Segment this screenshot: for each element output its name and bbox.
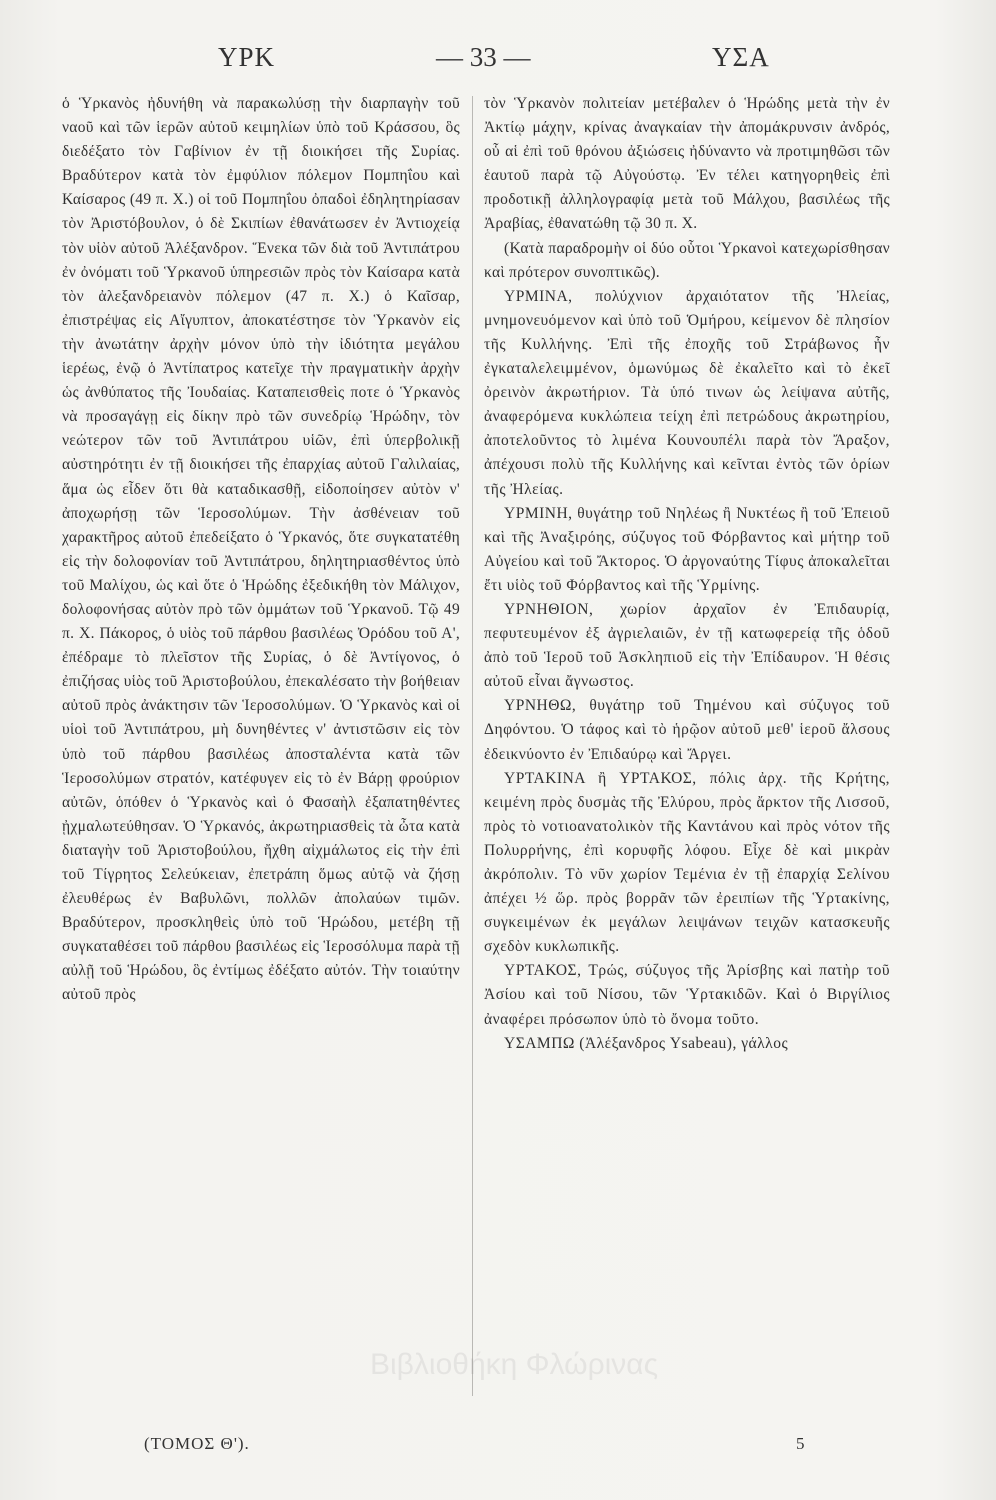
entry-yrnitho: ΥΡΝΗΘΩ, θυγάτηρ τοῦ Τημένου καὶ σύζυγος τοῦ Δηφόντου. Ὁ τάφος καὶ τὸ ἡρῷον αὐτοῦ μεθ' ἱεροῦ ἄλσους ἐδεικνύοντο ἐν Ἐπιδαύρῳ καὶ Ἄργει. <box>484 697 890 763</box>
right-column <box>484 92 890 1056</box>
guide-word-left: ΥΡΚ <box>218 42 276 72</box>
paragraph: ὁ Ὑρκανὸς ἠδυνήθη νὰ παρακωλύσῃ τὴν διαρπαγὴν τοῦ ναοῦ καὶ τῶν ἱερῶν αὐτοῦ κειμηλίων ὑπὸ τοῦ Κράσσου, ὃς διεδέξατο τὸν Γαβίνιον ἐν τῇ διοικήσει τῆς Συρίας. Βραδύτερον κατὰ τὸν ἐμφύλιον πόλεμον Πομπηΐου καὶ Καίσαρος (49 π. Χ.) οἱ τοῦ Πομπηΐου ὀπαδοὶ ἐδηλητηρίασαν τὸν Ἀριστόβουλον, ὁ δὲ Σκιπίων ἐθανάτωσεν ἐν Ἀντιοχείᾳ τὸν υἱὸν αὐτοῦ Ἀλέξανδρον. Ἕνεκα τῶν διὰ τοῦ Ἀντιπάτρου ἐν ὀνόματι τοῦ Ὑρκανοῦ ὑπηρεσιῶν πρὸς τὸν Καίσαρα κατὰ τὸν ἀλεξανδρειανὸν πόλεμον (47 π. Χ.) ὁ Καῖσαρ, ἐπιστρέψας εἰς Αἴγυπτον, ἀποκατέστησε τὸν Ὑρκανὸν εἰς τὴν ἀνωτάτην ἀρχὴν μόνον ὑπὸ τὴν ἰδιότητα μεγάλου ἱερέως, ἐνῷ ὁ Ἀντίπατρος κατεῖχε τὴν πραγματικὴν ἀρχὴν ὡς ἀνθύπατος τῆς Ἰουδαίας. Καταπεισθεὶς ποτε ὁ Ὑρκανὸς νὰ προσαγάγῃ εἰς δίκην πρὸ τῶν συνεδρίῳ Ἡρώδην, τὸν νεώτερον τῶν τοῦ Ἀντιπάτρου υἱῶν, ἐπὶ ὑπερβολικῇ αὐστηρότητι ἐν τῇ διοικήσει τῆς ἐπαρχίας αὐτοῦ Γαλιλαίας, ἅμα ὡς εἶδεν ὅτι θὰ καταδικασθῇ, εἰδοποίησεν αὐτὸν ν' ἀποχωρήσῃ τῶν Ἱεροσολύμων. Τὴν ἀσθένειαν τοῦ χαρακτῆρος αὐτοῦ ἐπεδείξατο ὁ Ὑρκανός, ὅτε συγκατατέθη εἰς τὴν δολοφονίαν τοῦ Ἀντιπάτρου, δηλητηριασθέντος ὑπὸ τοῦ Μαλίχου, ὡς καὶ ὅτε ὁ Ἡρώδης ἐξεδικήθη τὸν Μάλιχον, δολοφονήσας αὐτὸν πρὸ τῶν ὀμμάτων τοῦ Ὑρκανοῦ. Τῷ 49 π. Χ. Πάκορος, ὁ υἱὸς τοῦ πάρθου βασιλέως Ὀρόδου τοῦ Α', ἐπέδραμε τὸ πλεῖστον τῆς Συρίας, ὁ δὲ Ἀντίγονος, ὁ ἐπιζήσας υἱὸς τοῦ Ἀριστοβούλου, ἐπεκαλέσατο τὴν βοήθειαν αὐτοῦ πρὸς ἀνάκτησιν τῶν Ἱεροσολύμων. Ὁ Ὑρκανὸς καὶ οἱ υἱοὶ τοῦ Ἀντιπάτρου, μὴ δυνηθέντες ν' ἀντιστῶσιν εἰς τὸν ὑπὸ τοῦ πάρθου βασιλέως ἀποσταλέντα κατὰ τῶν Ἱεροσολύμων στρατόν, κατέφυγεν εἰς τὸ ἐν Βάρῃ φρούριον αὐτῶν, ὁπόθεν ὁ Ὑρκανὸς καὶ ὁ Φασαὴλ ἐξαπατηθέντες ᾐχμαλωτεύθησαν. Ὁ Ὑρκανός, ἀκρωτηριασθεὶς τὰ ὦτα κατὰ διαταγὴν τοῦ Ἀριστοβούλου, ἤχθη αἰχμάλωτος εἰς τὴν ἐπὶ τοῦ Τίγρητος Σελεύκειαν, ἐπετράπη ὅμως αὐτῷ νὰ ζήσῃ ἐλευθέρως ἐν Βαβυλῶνι, πολλῶν ἀπολαύων τιμῶν. Βραδύτερον, προσκληθεὶς ὑπὸ τοῦ Ἡρώδου, μετέβη τῇ συγκαταθέσει τοῦ πάρθου βασιλέως εἰς Ἱεροσόλυμα παρὰ τῇ αὐλῇ τοῦ Ἡρώδου, ὃς ἐντίμως ἐδέξατο αὐτόν. Τὴν τοιαύτην αὐτοῦ πρὸς <box>62 95 460 1004</box>
volume-label: (ΤΟΜΟΣ Θ'). <box>144 1434 250 1453</box>
paragraph: τὸν Ὑρκανὸν πολιτείαν μετέβαλεν ὁ Ἡρώδης μετὰ τὴν ἐν Ἀκτίῳ μάχην, κρίνας ἀναγκαίαν τὴν ἀπομάκρυνσιν ἀνδρός, οὗ αἱ ἐπὶ τοῦ θρόνου ἀξιώσεις ἠδύναντο νὰ προτιμηθῶσι τῶν ἑαυτοῦ παρὰ τῷ Αὐγούστῳ. Ἐν τέλει κατηγορηθεὶς ἐπὶ προδοτικῇ ἀλληλογραφίᾳ μετὰ τοῦ Μάλχου, βασιλέως τῆς Ἀραβίας, ἐθανατώθη τῷ 30 π. Χ. <box>484 95 890 233</box>
entry-ysampo: ΥΣΑΜΠΩ (Ἀλέξανδρος Ysabeau), γάλλος <box>504 1034 789 1052</box>
page-number: — 33 — <box>436 42 531 72</box>
entry-yrtakos: ΥΡΤΑΚΟΣ, Τρώς, σύζυγος τῆς Ἀρίσβης καὶ πατὴρ τοῦ Ἀσίου καὶ τοῦ Νίσου, τῶν Ὑρτακιδῶν. Καὶ ὁ Βιργίλιος ἀναφέρει πρόσωπον ὑπὸ τὸ ὄνομα τοῦτο. <box>484 962 890 1028</box>
library-watermark: Βιβλιοθήκη Φλώρινας <box>370 1348 659 1381</box>
column-divider <box>472 96 473 1396</box>
left-column <box>62 92 460 1008</box>
paragraph: (Κατὰ παραδρομὴν οἱ δύο οὗτοι Ὑρκανοὶ κατεχωρίσθησαν καὶ πρότερον συνοπτικῶς). <box>484 239 890 281</box>
guide-word-right: ΥΣΑ <box>712 42 770 72</box>
running-head <box>60 42 940 82</box>
entry-yrmina: ΥΡΜΙΝΑ, πολύχνιον ἀρχαιότατον τῆς Ἠλείας, μνημονευόμενον καὶ ὑπὸ τοῦ Ὁμήρου, κείμενον δὲ πλησίον τῆς Κυλλήνης. Ἐπὶ τῆς ἐποχῆς τοῦ Στράβωνος ἦν ἐγκαταλελειμμένον, ὁμωνύμως δὲ ἐκαλεῖτο καὶ τὸ ἐκεῖ ὀρεινὸν ἀκρωτήριον. Τὰ ὑπό τινων ὡς λείψανα αὐτῆς, ἀναφερόμενα κυκλώπεια τείχη ἐπὶ πετρώδους ἀκρωτηρίου, ἀποτελοῦντος τὸ λιμένα Κουνουπέλι παρὰ τὸν Ἄραξον, ἀπέχουσι πολὺ τῆς Κυλλήνης καὶ κεῖνται ἐντὸς τῶν ὁρίων τῆς Ἠλείας. <box>484 287 890 498</box>
entry-yrtakina: ΥΡΤΑΚΙΝΑ ἢ ΥΡΤΑΚΟΣ, πόλις ἀρχ. τῆς Κρήτης, κειμένη πρὸς δυσμὰς τῆς Ἐλύρου, πρὸς ἄρκτον τῆς Λισσοῦ, πρὸς τὸ νοτιοανατολικὸν τῆς Καντάνου καὶ πρὸς νότον τῆς Πολυρρήνης, ἐπὶ κορυφῆς λόφου. Εἶχε δὲ καὶ μικρὰν ἀκρόπολιν. Τὸ νῦν χωρίον Τεμένια ἐν τῇ ἐπαρχίᾳ Σελίνου ἀπέχει ½ ὥρ. πρὸς βορρᾶν τῶν ἐρειπίων τῆς Ὑρτακίνης, συγκειμένων ἐκ μεγάλων λειψάνων τειχῶν κατασκευῆς σχεδὸν κυκλωπικῆς. <box>484 769 890 956</box>
entry-yrmini: ΥΡΜΙΝΗ, θυγάτηρ τοῦ Νηλέως ἢ Νυκτέως ἢ τοῦ Ἐπειοῦ καὶ τῆς Ἀναξιρόης, σύζυγος τοῦ Φόρβαντος καὶ μήτηρ τοῦ Αὐγείου καὶ τοῦ Ἄκτορος. Ὁ ἀργοναύτης Τίφυς ἀποκαλεῖται ἔτι υἱὸς τοῦ Φόρβαντος καὶ τῆς Ὑρμίνης. <box>484 504 890 594</box>
entry-yrnithion: ΥΡΝΗΘΙΟΝ, χωρίον ἀρχαῖον ἐν Ἐπιδαυρίᾳ, πεφυτευμένον ἐξ ἀγριελαιῶν, ἐν τῇ κατωφερείᾳ τῆς ὁδοῦ ἀπὸ τοῦ Ἱεροῦ τοῦ Ἀσκληπιοῦ εἰς τὴν Ἐπίδαυρον. Ἡ θέσις αὐτοῦ εἶναι ἄγνωστος. <box>484 600 890 691</box>
signature-mark: 5 <box>796 1434 805 1453</box>
